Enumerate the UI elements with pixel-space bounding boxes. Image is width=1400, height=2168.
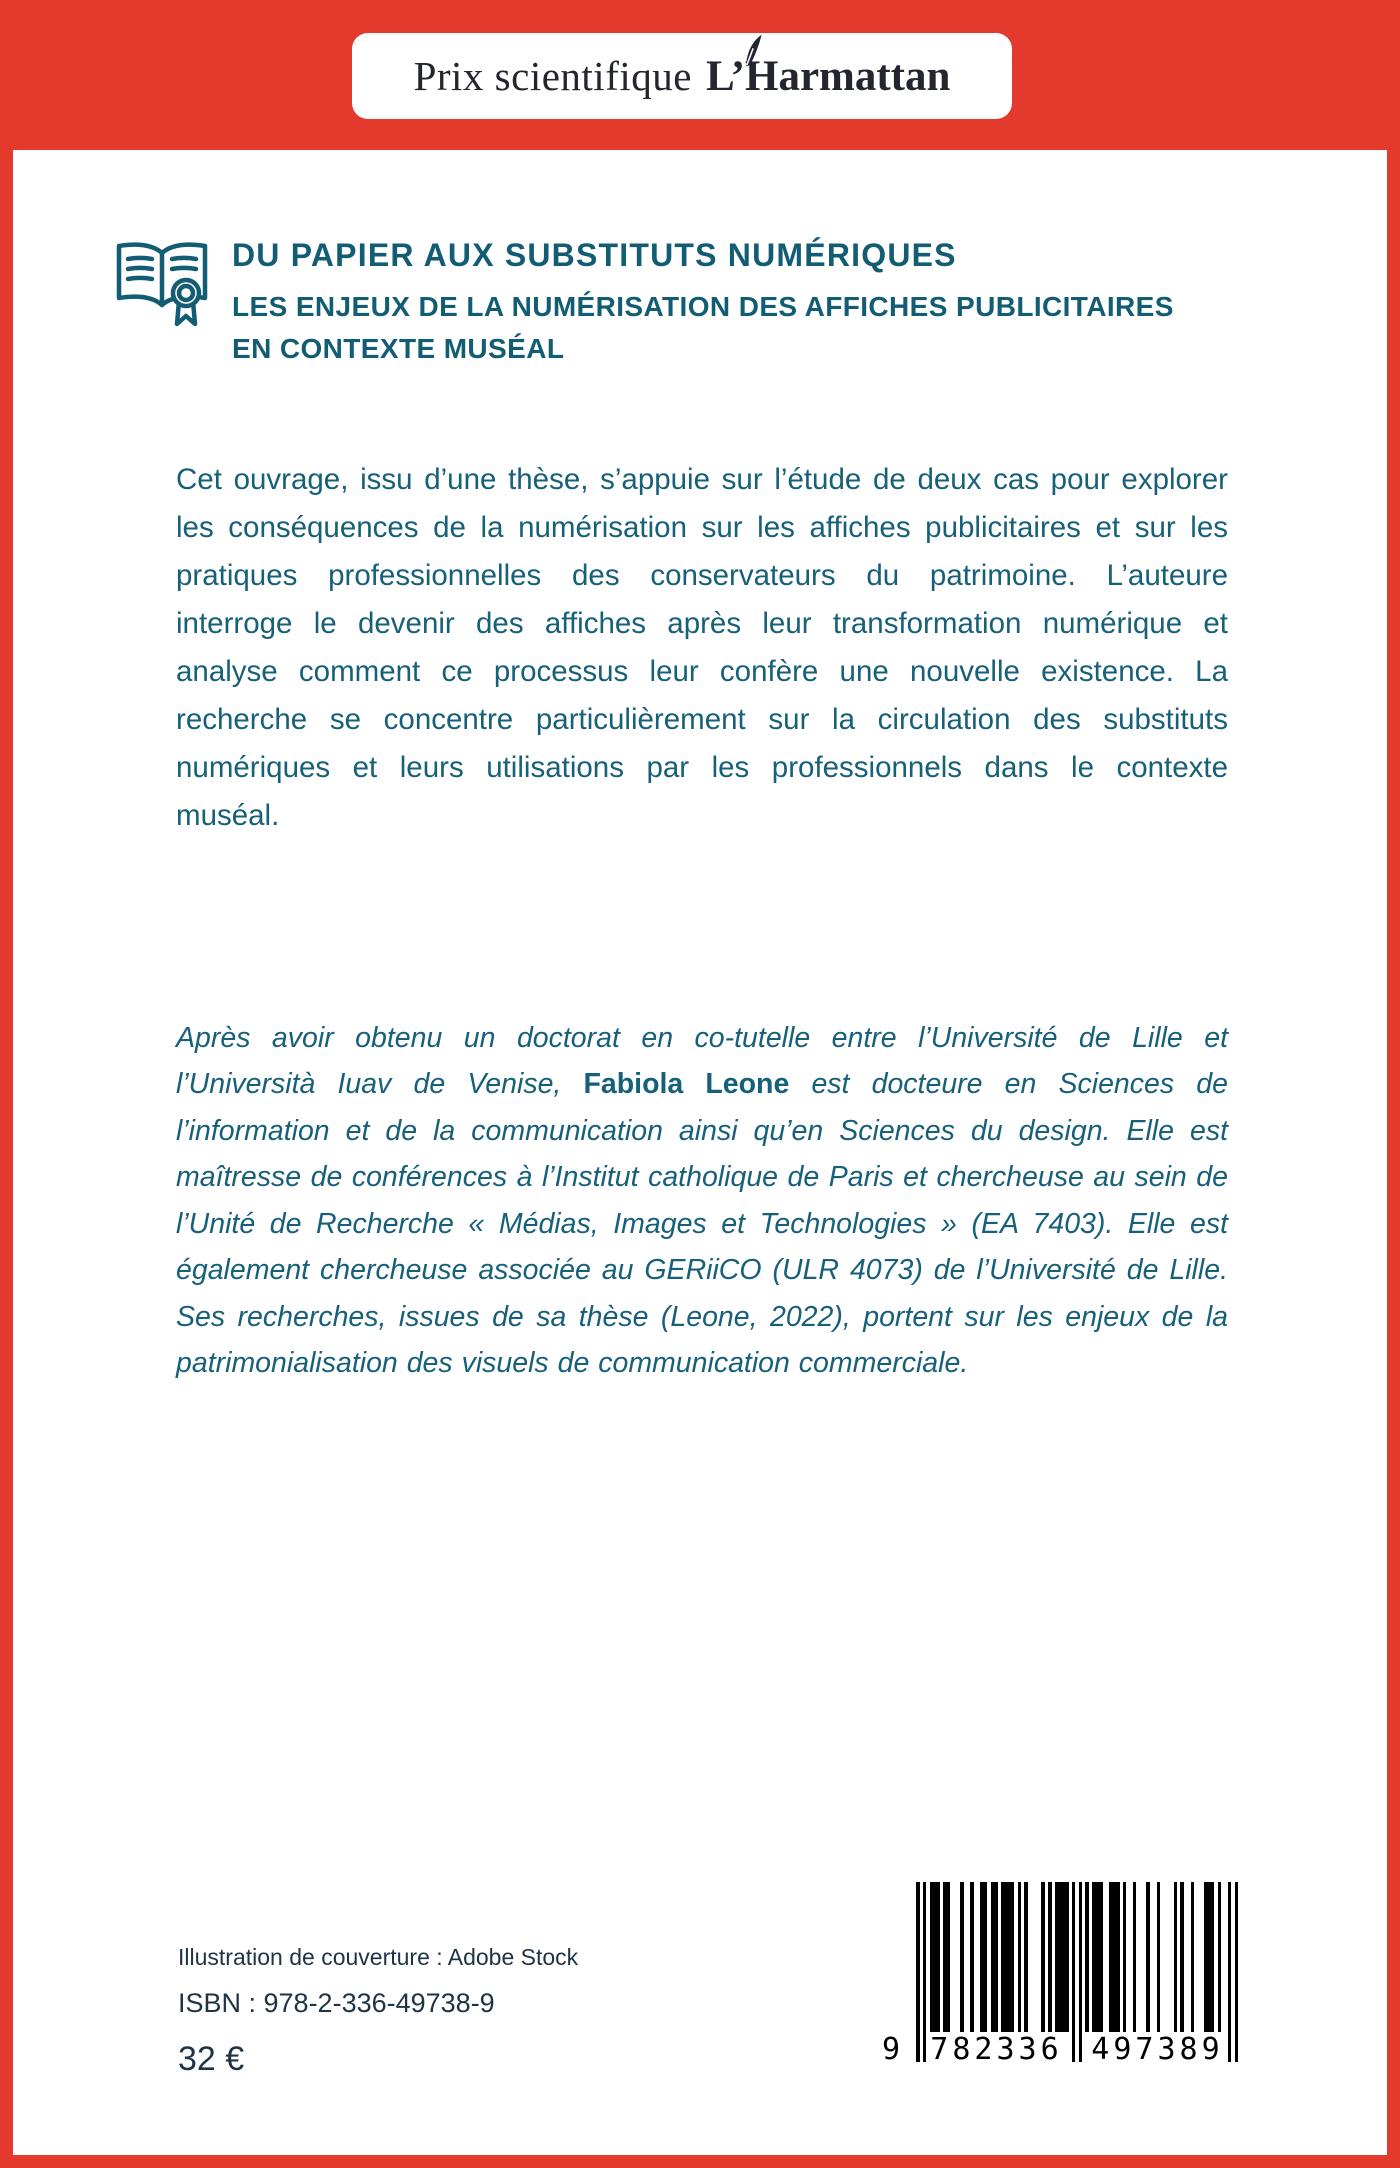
book-subtitle-line2: EN CONTEXTE MUSÉAL [232, 333, 565, 364]
award-banner [352, 33, 1012, 119]
author-bio-paragraph [176, 1015, 1228, 1387]
book-subtitle-line1: LES ENJEUX DE LA NUMÉRISATION DES AFFICHES PUBLICITAIRES [232, 291, 1174, 322]
publisher-logo [706, 52, 950, 101]
prize-text: Prix scientifique [413, 53, 692, 99]
cover-illustration-credit: Illustration de couverture : Adobe Stock [178, 1944, 579, 1970]
barcode-first-digit: 9 [882, 2032, 901, 2067]
publisher-logo-text: L’Harmattan [705, 52, 951, 100]
book-award-icon [110, 236, 214, 328]
barcode-right-group: 497389 [1091, 2032, 1224, 2067]
book-title: DU PAPIER AUX SUBSTITUTS NUMÉRIQUES [232, 237, 957, 273]
title-text [232, 234, 1174, 370]
price: 32 € [178, 2040, 245, 2078]
bio-part1: Après avoir obtenu un doctorat en co-tutelle entre l’Université de Lille et l’Università Iuav de Venise, [176, 1021, 1228, 1100]
author-name: Fabiola Leone [583, 1068, 790, 1100]
title-block [110, 234, 1290, 370]
frame-bottom-band [0, 2155, 1400, 2168]
ean13-barcode [882, 1882, 1238, 2082]
bio-part2: est docteure en Sciences de l’information et de la communication ainsi qu’en Sciences du design. Elle est maîtresse de conférences à l’Institut catholique de Paris et chercheuse au sein de l’Unité de Recherche « Médias, Images et Technologies » (EA 7403). Elle est également chercheuse associée au GERiiCO (ULR 4073) de l’Université de Lille. Ses recherches, issues de sa thèse (Leone, 2022), portent sur les enjeux de la patrimonialisation des visuels de communication commerciale. [176, 1068, 1228, 1379]
synopsis-paragraph: Cet ouvrage, issu d’une thèse, s’appuie sur l’étude de deux cas pour explorer les conséquences de la numérisation sur les affiches publicitaires et sur les pratiques professionnelles des conservateurs du patrimoine. L’auteure interroge le devenir des affiches après leur transformation numérique et analyse comment ce processus leur confère une nouvelle existence. La recherche se concentre particulièrement sur la circulation des substituts numériques et leurs utilisations par les professionnels dans le contexte muséal. [176, 462, 1228, 832]
frame-right-band [1387, 0, 1400, 2168]
frame-left-band [0, 0, 13, 2168]
isbn-number: ISBN : 978-2-336-49738-9 [178, 1988, 495, 2018]
barcode-left-group: 782336 [930, 2032, 1063, 2067]
